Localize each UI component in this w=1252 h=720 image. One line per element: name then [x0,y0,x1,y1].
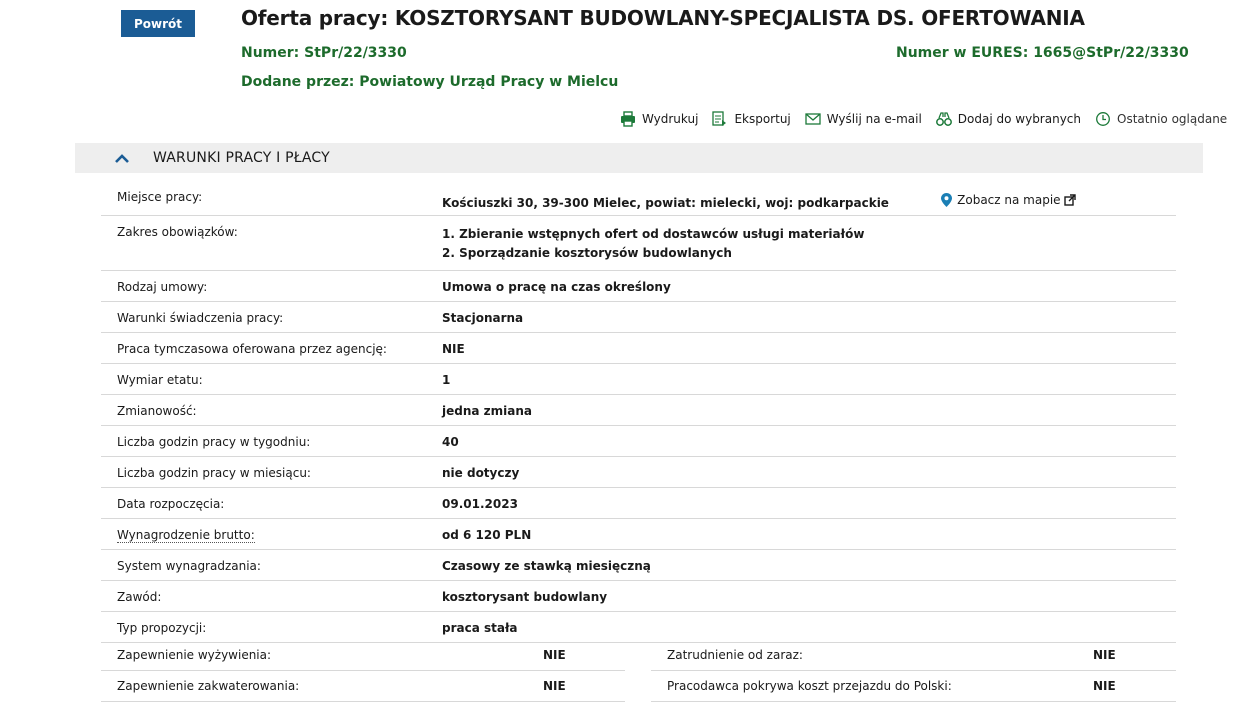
row-label: Zatrudnienie od zaraz: [667,648,803,662]
recently-viewed-action[interactable] [1095,111,1227,127]
row-value: Czasowy ze stawką miesięczną [442,559,651,573]
eures-number-label: Numer w EURES: [896,45,1029,61]
duty-item: 1. Zbieranie wstępnych ofert od dostawców usługi materiałów [442,227,865,241]
offer-number [241,45,407,61]
binoculars-icon [936,111,952,127]
table-row [651,640,1176,671]
action-toolbar [620,111,1227,127]
row-label: Zakres obowiązków: [117,225,238,239]
duty-item: 2. Sporządzanie kosztorysów budowlanych [442,246,732,260]
print-label: Wydrukuj [642,112,699,126]
row-label: Pracodawca pokrywa koszt przejazdu do Polski: [667,679,952,693]
row-value: praca stała [442,621,518,635]
row-label: Liczba godzin pracy w miesiącu: [117,466,311,480]
table-row [101,671,625,702]
back-button[interactable]: Powrót [121,10,195,37]
row-value: Umowa o pracę na czas określony [442,280,671,294]
added-by [241,74,618,90]
export-label: Eksportuj [734,112,791,126]
export-action[interactable] [712,111,790,127]
row-label: Miejsce pracy: [117,190,203,204]
row-label: Rodzaj umowy: [117,280,208,294]
table-row [101,640,625,671]
table-row [101,302,1176,333]
table-row [101,216,1176,271]
row-value: NIE [543,648,566,662]
row-label: Warunki świadczenia pracy: [117,311,284,325]
table-row [101,181,1176,216]
eures-number [896,45,1189,61]
row-value: nie dotyczy [442,466,520,480]
row-value: 09.01.2023 [442,497,518,511]
eures-number-value: 1665@StPr/22/3330 [1033,45,1189,61]
row-value [442,225,1176,270]
row-value: NIE [442,342,465,356]
row-value: NIE [1093,648,1116,662]
added-by-value: Powiatowy Urząd Pracy w Mielcu [359,74,619,90]
table-row [101,519,1176,550]
table-row [101,395,1176,426]
row-value: jedna zmiana [442,404,532,418]
half-table-right [651,640,1176,702]
table-row [101,488,1176,519]
show-on-map-label: Zobacz na mapie [957,193,1061,207]
row-label: Zawód: [117,590,162,604]
table-row [101,457,1176,488]
row-label: Wymiar etatu: [117,373,203,387]
show-on-map-link[interactable] [941,193,1075,207]
chevron-up-icon [113,149,131,167]
row-label [101,528,442,549]
envelope-icon [805,111,821,127]
row-label: Zmianowość: [117,404,197,418]
section-header-toggle[interactable] [75,143,1203,173]
row-value: NIE [543,679,566,693]
row-label: Data rozpoczęcia: [117,497,225,511]
table-row [101,612,1176,643]
export-icon [712,111,728,127]
row-label: Liczba godzin pracy w tygodniu: [117,435,311,449]
recently-viewed-label: Ostatnio oglądane [1117,112,1228,126]
table-row [101,550,1176,581]
row-label: Typ propozycji: [117,621,207,635]
table-row [101,271,1176,302]
print-action[interactable] [620,111,698,127]
table-row [101,581,1176,612]
row-label: Zapewnienie wyżywienia: [117,648,272,662]
details-table [101,181,1176,643]
offer-number-value: StPr/22/3330 [304,45,407,61]
salary-tooltip-label[interactable]: Wynagrodzenie brutto: [117,528,255,542]
row-value: od 6 120 PLN [442,528,532,542]
row-label: Praca tymczasowa oferowana przez agencję: [117,342,387,356]
email-label: Wyślij na e-mail [826,112,922,126]
external-link-icon [1064,194,1076,206]
page-title: Oferta pracy: KOSZTORYSANT BUDOWLANY-SPECJALISTA DS. OFERTOWANIA [241,6,1085,30]
added-by-label: Dodane przez: [241,74,355,90]
row-value [442,190,1176,215]
row-value: 40 [442,435,459,449]
offer-number-label: Numer: [241,45,300,61]
workplace-address: Kościuszki 30, 39-300 Mielec, powiat: mielecki, woj: podkarpackie [442,196,889,210]
add-to-favorites-action[interactable] [936,111,1081,127]
email-action[interactable] [805,111,922,127]
printer-icon [620,111,636,127]
add-to-favorites-label: Dodaj do wybranych [957,112,1082,126]
table-row [101,364,1176,395]
clock-icon [1095,111,1111,127]
table-row [101,333,1176,364]
table-row [101,426,1176,457]
row-value: Stacjonarna [442,311,524,325]
row-label: System wynagradzania: [117,559,261,573]
section-title: WARUNKI PRACY I PŁACY [153,150,330,166]
row-value: 1 [442,373,451,387]
half-table-left [101,640,625,702]
row-value: NIE [1093,679,1116,693]
map-pin-icon [941,193,952,207]
row-label: Zapewnienie zakwaterowania: [117,679,300,693]
row-value: kosztorysant budowlany [442,590,608,604]
table-row [651,671,1176,702]
